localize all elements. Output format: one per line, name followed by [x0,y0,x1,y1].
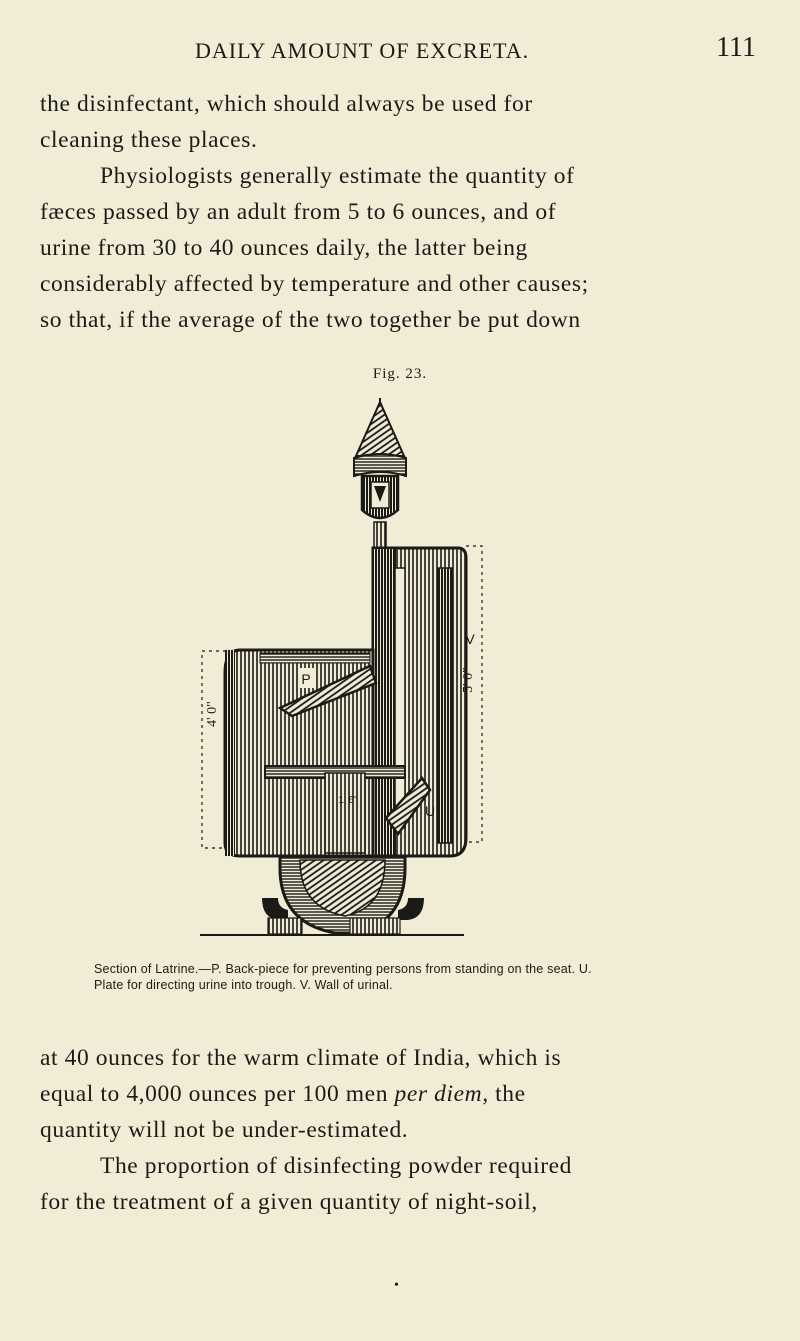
italic-phrase: per diem, [394,1081,489,1107]
dimension-left [202,651,226,848]
text-line: quantity will not be under-estimated. [40,1117,409,1143]
dim-right: 5' 0" [461,667,476,693]
text-run: the [488,1081,526,1107]
running-head [40,30,756,70]
back-enclosure [373,548,466,856]
print-mark: • [394,1278,399,1293]
caption-line: Plate for directing urine into trough. V. Wall of urinal. [94,978,393,992]
caption-line: Section of Latrine.—P. Back-piece for preventing persons from standing on the seat. U. [94,962,592,976]
paragraph-2 [40,158,756,338]
text-line: so that, if the average of the two together be put down [40,307,581,333]
text-run: equal to 4,000 ounces per 100 men [40,1081,395,1107]
paragraph-1 [40,86,756,158]
text-line: The proportion of disinfecting powder required [100,1153,573,1179]
text-line [40,1076,756,1112]
figure-label: Fig. 23. [372,366,428,382]
label-v: V [465,631,475,647]
text-line: Physiologists generally estimate the quantity of [100,163,575,189]
figure-caption [94,961,714,993]
text-line: at 40 ounces for the warm climate of India, which is [40,1045,562,1071]
label-u: U [424,803,436,819]
ventilator-cowl [354,398,406,550]
dim-trough: 1' 6" [338,795,358,806]
text-line: cleaning these places. [40,127,258,153]
text-line: fæces passed by an adult from 5 to 6 ounces, and of [40,199,557,225]
latrine-section-engraving [180,398,640,946]
text-line: considerably affected by temperature and other causes; [40,271,589,297]
dim-left: 4' 0" [205,701,220,727]
page-number: 111 [716,32,756,63]
paragraph-3 [40,1040,756,1148]
text-line: urine from 30 to 40 ounces daily, the latter being [40,235,528,261]
running-title: DAILY AMOUNT OF EXCRETA. [195,38,530,63]
label-p: P [301,671,311,687]
text-line: for the treatment of a given quantity of night-soil, [40,1189,538,1215]
paragraph-4 [40,1148,756,1220]
text-line: the disinfectant, which should always be used for [40,91,533,117]
